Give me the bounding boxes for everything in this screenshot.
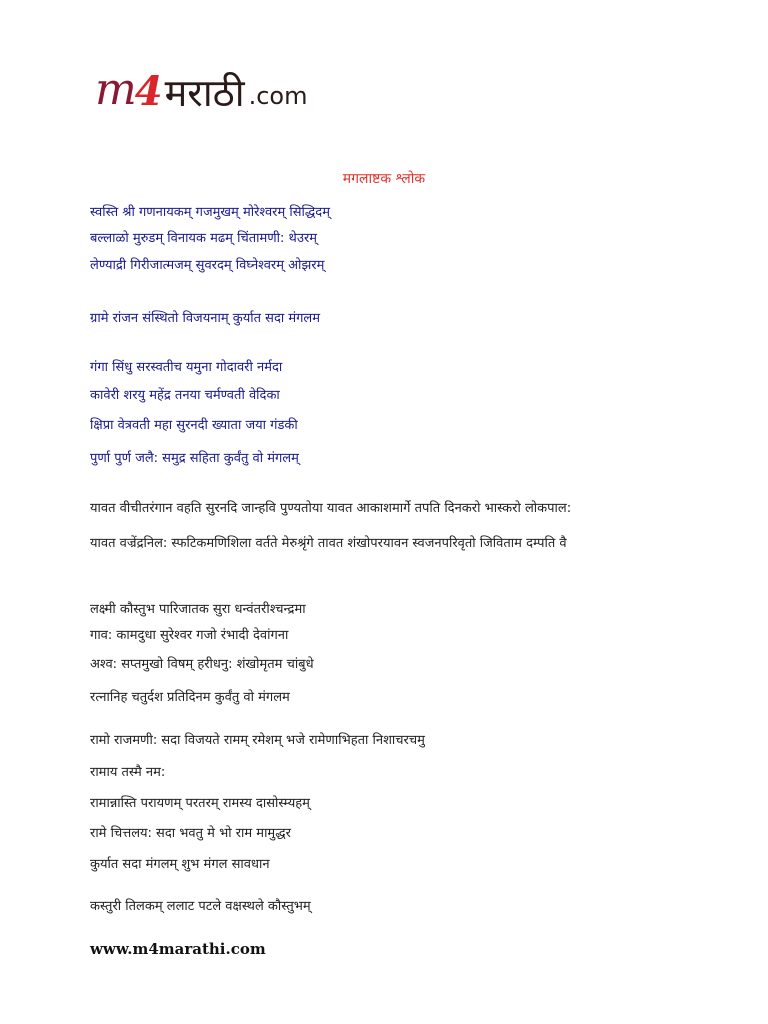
verse-line: गाव: कामदुधा सुरेश्वर गजो रंभादी देवांगना xyxy=(90,628,289,643)
verse-line: स्वस्ति श्री गणनायकम् गजमुखम् मोरेश्वरम् सिद्धिदम् xyxy=(90,205,330,220)
verse-line: रामान्नास्ति परायणम् परतरम् रामस्य दासोस्म्यहम् xyxy=(90,796,310,811)
verse-line: रामे चित्तलय: सदा भवतु मे भो राम मामुद्धर xyxy=(90,826,291,841)
logo-marathi: मराठी xyxy=(164,71,245,115)
verse-line: रत्नानिह चतुर्दश प्रतिदिनम कुर्वंतु वो मंगलम xyxy=(90,690,290,705)
site-logo xyxy=(95,52,308,115)
verse-line: कुर्यात सदा मंगलम् शुभ मंगल सावधान xyxy=(90,857,270,872)
verse-line: रामो राजमणी: सदा विजयते रामम् रमेशम् भजे रामेणाभिहता निशाचरचमु xyxy=(90,733,425,748)
verse-line: यावत वज्रेंद्रनिल: स्फटिकमणिशिला वर्तते मेरुश्रृंगे तावत शंखोपरयावन स्वजनपरिवृतो जिविताम दम्पति वै xyxy=(90,536,567,551)
footer-website-link[interactable]: www.m4marathi.com xyxy=(90,940,266,958)
logo-four: 4 xyxy=(134,68,163,115)
verse-line: यावत वीचीतरंगान वहति सुरनदि जान्हवि पुण्यतोया यावत आकाशमार्गे तपति दिनकरो भास्करो लोकपाल: xyxy=(90,501,572,516)
verse-line: ग्रामे रांजन संस्थितो विजयनाम् कुर्यात सदा मंगलम xyxy=(90,311,321,326)
verse-line: कावेरी शरयु महेंद्र तनया चर्मण्वती वेदिका xyxy=(90,388,280,403)
verse-line: गंगा सिंधु सरस्वतीच यमुना गोदावरी नर्मदा xyxy=(90,360,283,375)
verse-line: लेण्याद्री गिरीजात्मजम् सुवरदम् विघ्नेश्वरम् ओझरम् xyxy=(90,258,325,273)
page-title xyxy=(0,169,768,188)
verse-line: अश्व: सप्तमुखो विषम् हरीधनु: शंखोमृतम चांबुधे xyxy=(90,657,314,672)
verse-line: पुर्णा पुर्ण जलै: समुद्र सहिता कुर्वंतु वो मंगलम् xyxy=(90,451,299,466)
logo-m: m xyxy=(95,64,135,115)
verse-line: बल्लाळो मुरुडम् विनायक मढम् चिंतामणी: थेउरम् xyxy=(90,231,318,246)
page-title-text: मगलाष्टक श्लोक xyxy=(342,171,426,187)
verse-line: लक्ष्मी कौस्तुभ पारिजातक सुरा धन्वंतरीश्चन्द्रमा xyxy=(90,602,306,617)
verse-line: क्षिप्रा वेत्रवती महा सुरनदी ख्याता जया गंडकी xyxy=(90,418,298,433)
logo-dotcom: .com xyxy=(248,82,308,110)
verse-line: कस्तुरी तिलकम् ललाट पटले वक्षस्थले कौस्तुभम् xyxy=(90,899,311,914)
verse-line: रामाय तस्मै नम: xyxy=(90,765,166,780)
